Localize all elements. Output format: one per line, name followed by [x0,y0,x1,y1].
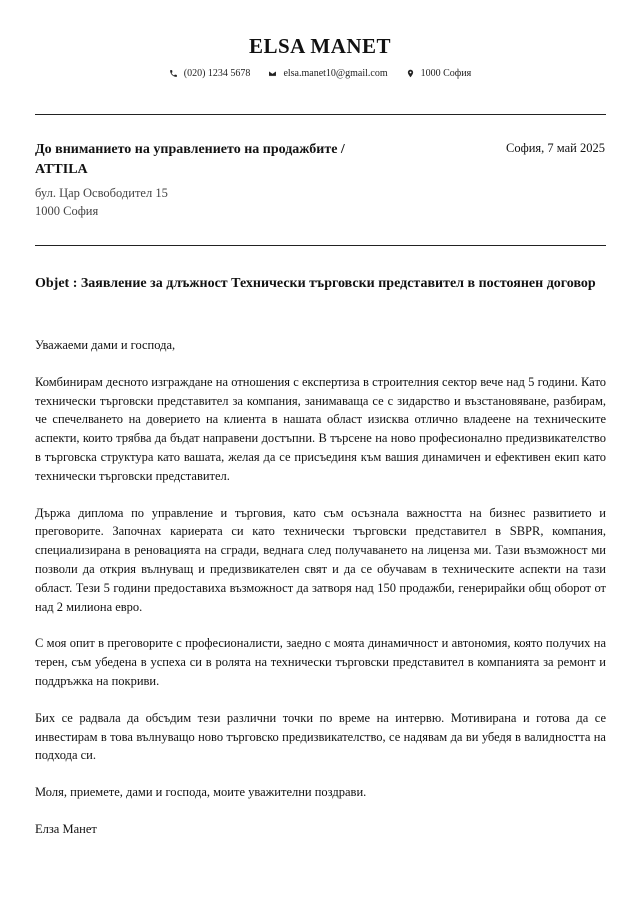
contact-phone [169,68,251,79]
paragraph-1: Комбинирам десното изграждане на отношения с експертиза в строителния сектор вече над 5 години. Като технически търговски представител за компания, занимаваща се с зидарство и възстановяване, разбирам, че спечелването на доверието на клиента в нашата област изисква отлично владеене на техническите аспекти, които трябва да бъдат направени достъпни. В търсене на ново професионално предизвикателство в търговска структура като вашата, желая да се присъединя към вашия динамичен и ефективен екип като технически търговски представител. [35,374,606,483]
contact-bar [0,68,640,79]
closing: Моля, приемете, дами и господа, моите уважителни поздрави. [35,785,367,800]
recipient-title-line1: До вниманието на управлението на продажбите / [35,142,345,157]
applicant-name: ELSA MANET [248,34,392,58]
mail-icon [268,69,277,78]
location-text: 1000 София [420,68,472,79]
location-pin-icon [406,69,415,78]
letter-date: София, 7 май 2025 [506,141,605,155]
recipient-title [35,140,395,180]
header-divider [35,114,606,115]
recipient-address-line1: бул. Цар Освободител 15 [35,186,168,200]
paragraph-2: Държа диплома по управление и търговия, като съм осъзнала важността на бизнес развитието и преговорите. Започнах кариерата си като технически търговски представител в SBPR, компания, специализирана в реновацията на сгради, веднага след получаването на лиценза ми. Тази възможност ми позволи да открия вълнуващ и предизвикателен свят и да се обучавам в техническите аспекти на тази област. Тези 5 години предоставиха възможност да затворя над 150 продажби, генерирайки общ оборот от над 2 милиона евро. [35,505,606,614]
recipient-title-line2: ATTILA [35,162,88,177]
recipient-address-line2: 1000 София [35,204,99,218]
paragraph-4: Бих се радвала да обсъдим тези различни точки по време на интервю. Мотивирана и готова да се инвестирам в това вълнуващо ново търговско предизвикателство, се надявам да ви убедя в валидността на подхода си. [35,710,606,763]
contact-email [268,68,387,79]
greeting: Уважаеми дами и господа, [35,338,176,352]
letter-body [35,336,606,857]
paragraph-3: С моя опит в преговорите с професионалисти, заедно с моята динамичност и автономия, която получих на терен, съм убедена в успеха си в ролята на технически търговски представител в компанията за ремонт и поддръжка на покриви. [35,636,606,688]
letter-subject: Objet : Заявление за длъжност Технически търговски представител в постоянен договор [35,276,596,291]
email-text: elsa.manet10@gmail.com [283,68,388,79]
recipient-divider [35,245,606,246]
contact-location [406,68,472,79]
phone-icon [169,69,178,78]
phone-text: (020) 1234 5678 [183,68,251,79]
signature: Елза Манет [35,821,97,836]
